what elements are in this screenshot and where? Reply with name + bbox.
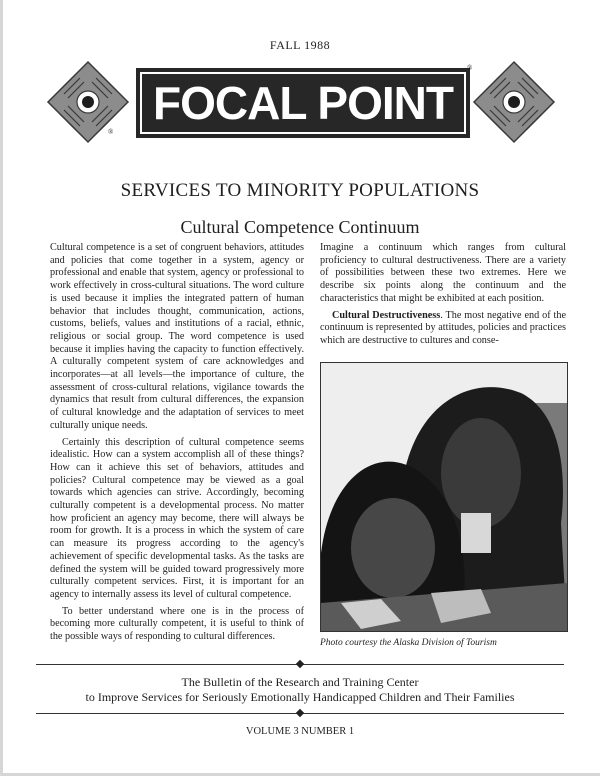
- footer-bulletin-line: The Bulletin of the Research and Training Center: [181, 675, 419, 689]
- paragraph: Imagine a continuum which ranges from cultural proficiency to cultural destructiveness. There are a variety of possibilities between these two extremes. Here we describe six points along the continuum and the characteristics that might be exhibited at each position.: [320, 242, 566, 304]
- diamond-ornament-icon: [296, 709, 304, 717]
- registered-mark: ®: [108, 128, 114, 136]
- paragraph: [320, 310, 566, 348]
- photo-image: [321, 363, 567, 631]
- article-title: Cultural Competence Continuum: [180, 217, 420, 237]
- masthead-title: FOCAL POINT: [153, 77, 453, 129]
- paragraph-text: . The most negative end of the continuum is represented by attitudes, policies and practices which are destructive to cultures and conse-: [320, 309, 566, 346]
- paragraph: Certainly this description of cultural competence seems idealistic. How can a system accomplish all of these things? How can it achieve this set of behaviors, attitudes and policies? Cultural competence may be viewed as a goal towards which agencies can strive. Accordingly, becoming culturally competent is a developmental process. No matter how proficient an agency may become, there will always be room for growth. It is a process in which the system of care can measure its progress according to the agency's achievement of specific developmental tasks. As the tasks are defined the system will be guided toward progressively more culturally competent services. First, it is important for an agency to internally assess its level of cultural competence.: [50, 436, 304, 600]
- four-hands-circle-icon: [46, 60, 130, 144]
- paragraph: To better understand where one is in the process of becoming more culturally competent, it is useful to think of the possible ways of responding to cultural differences.: [50, 605, 304, 643]
- four-hands-circle-icon: [472, 60, 556, 144]
- article-left-column: [50, 242, 304, 648]
- photo-caption: Photo courtesy the Alaska Division of Tourism: [320, 638, 497, 648]
- registered-mark: ®: [467, 64, 473, 72]
- volume-number: VOLUME 3 NUMBER 1: [245, 726, 355, 737]
- diamond-ornament-icon: [296, 660, 304, 668]
- article-right-column: [320, 242, 566, 352]
- subheading-cultural-destructiveness: Cultural Destructiveness: [332, 309, 441, 321]
- section-title: SERVICES TO MINORITY POPULATIONS: [120, 180, 480, 201]
- photo: [320, 362, 568, 632]
- masthead-banner: [136, 68, 470, 138]
- issue-date: FALL 1988: [269, 38, 331, 52]
- footer-center-name: to Improve Services for Seriously Emotionally Handicapped Children and Their Families: [85, 690, 515, 704]
- paragraph: Cultural competence is a set of congruent behaviors, attitudes and policies that come together in a system, agency or professional and enable that system, agency or professional to work effectively in cross-cultural situations. The word culture is used because it implies the integrated pattern of human behavior that includes thought, communication, actions, customs, beliefs, values and institutions of a racial, ethnic, religious or social group. The word competence is used because it implies having the capacity to function effectively. A culturally competent system of care acknowledges and incorporates—at all levels—the importance of culture, the assessment of cross-cultural relations, vigilance towards the dynamics that result from cultural differences, the expansion of cultural knowledge and the adaptation of services to meet culturally unique needs.: [50, 242, 304, 431]
